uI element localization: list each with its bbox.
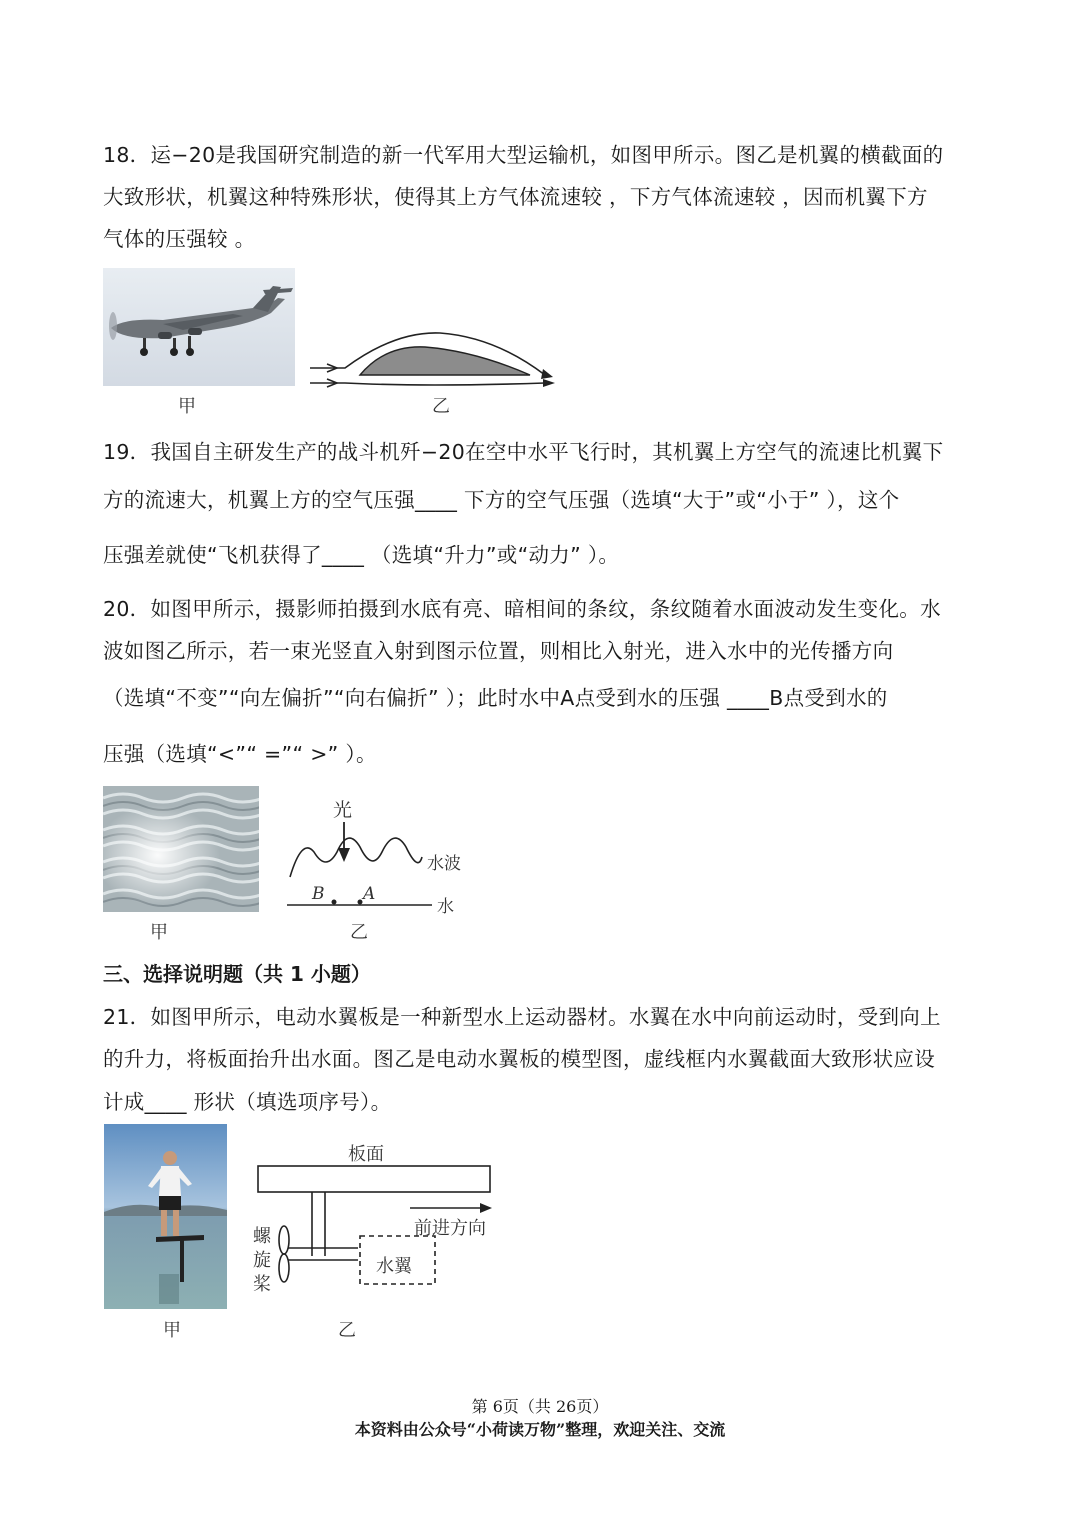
footer-note: 本资料由公众号“小荷读万物”整理，欢迎关注、交流 <box>354 1420 726 1439</box>
q21-diagram-propeller-label-1: 螺 <box>253 1226 271 1247</box>
q18-fig-label-jia: 甲 <box>178 396 196 417</box>
q20-diagram-wave-label: 水波 <box>427 854 461 874</box>
q20-line-2: 波如图乙所示，若一束光竖直入射到图示位置，则相比入射光，进入水中的光传播方向 <box>103 639 894 663</box>
q20-line-3: （选填“不变”“向左偏折”“向右偏折” ）；此时水中A点受到水的压强 ____B点受到水的 <box>103 686 888 710</box>
q20-fig-label-yi: 乙 <box>350 922 368 943</box>
q18-line-3: 气体的压强较 。 <box>103 227 256 251</box>
q20-diagram-water-label: 水 <box>437 897 454 917</box>
q21-diagram-hydrofoil-label: 水翼 <box>376 1256 412 1277</box>
q19-line-1: 19．我国自主研发生产的战斗机歼−20在空中水平飞行时，其机翼上方空气的流速比机翼下 <box>103 440 944 464</box>
q21-diagram-direction-label: 前进方向 <box>414 1218 486 1239</box>
q21-line-1: 21．如图甲所示，电动水翼板是一种新型水上运动器材。水翼在水中向前运动时，受到向上 <box>103 1005 941 1029</box>
hydrofoil-rider-photo <box>104 1124 227 1309</box>
q18-fig-label-yi: 乙 <box>432 396 450 417</box>
airplane-photo <box>103 268 295 386</box>
q20-line-4: 压强（选填“<”“ =”“ >” ）。 <box>103 742 377 766</box>
q18-line-2: 大致形状，机翼这种特殊形状，使得其上方气体流速较 ，下方气体流速较 ，因而机翼下方 <box>103 185 928 209</box>
q19-line-2: 方的流速大，机翼上方的空气压强____ 下方的空气压强（选填“大于”或“小于” ），这个 <box>103 488 900 512</box>
q21-line-2: 的升力，将板面抬升出水面。图乙是电动水翼板的模型图，虚线框内水翼截面大致形状应设 <box>103 1047 935 1071</box>
q18-line-1: 18．运−20是我国研究制造的新一代军用大型运输机，如图甲所示。图乙是机翼的横截面的 <box>103 143 944 167</box>
q19-line-3: 压强差就使“飞机获得了____ （选填“升力”或“动力” ）。 <box>103 543 620 567</box>
q21-diagram-propeller-label-2: 旋 <box>253 1250 271 1271</box>
wing-cross-section <box>305 325 560 395</box>
page-number: 第 6页（共 26页） <box>471 1397 609 1416</box>
q20-line-1: 20．如图甲所示，摄影师拍摄到水底有亮、暗相间的条纹，条纹随着水面波动发生变化。水 <box>103 597 941 621</box>
q21-line-3: 计成____ 形状（填选项序号）。 <box>103 1090 392 1114</box>
q21-diagram-propeller-label-3: 桨 <box>253 1274 271 1295</box>
q20-diagram-point-a: A <box>363 884 376 904</box>
q21-fig-label-yi: 乙 <box>338 1320 356 1341</box>
q20-diagram-light-label: 光 <box>333 799 353 821</box>
section-heading: 三、选择说明题（共 1 小题） <box>103 962 371 986</box>
q20-fig-label-jia: 甲 <box>150 922 168 943</box>
q20-diagram-point-b: B <box>312 884 325 904</box>
q21-fig-label-jia: 甲 <box>163 1320 181 1341</box>
water-ripple-photo <box>103 786 259 912</box>
q21-diagram-board-label: 板面 <box>348 1144 384 1165</box>
